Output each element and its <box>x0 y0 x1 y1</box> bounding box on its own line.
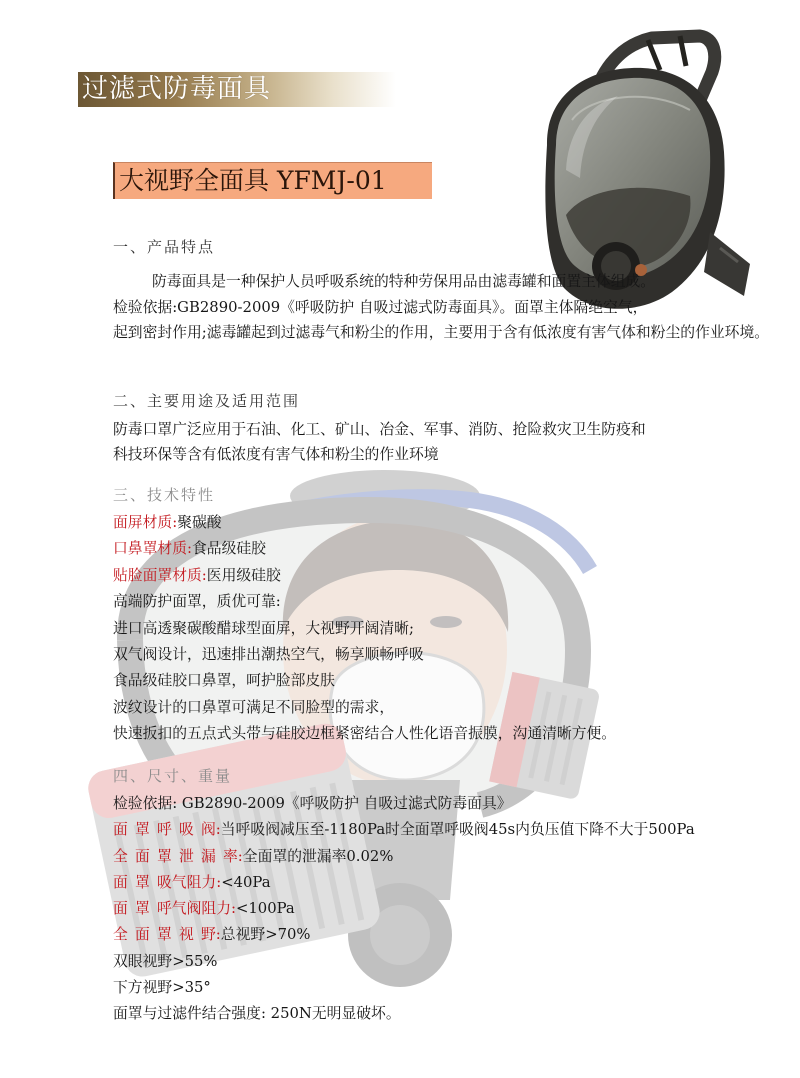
feature-line: 波纹设计的口鼻罩可满足不同脸型的需求， <box>113 698 395 716</box>
spec-line: 面罩与过滤件结合强度: 250N无明显破坏。 <box>113 1005 401 1022</box>
feature-line: 进口高透聚碳酸醋球型面屏，大视野开阔清晰; <box>113 619 414 637</box>
spec-line <box>113 896 695 922</box>
feature-line: 高端防护面罩，质优可靠: <box>113 593 281 611</box>
feature-line: 快速扳扣的五点式头带与硅胶边框紧密结合人性化语音振膜，沟通清晰方便。 <box>113 725 617 743</box>
feature-line: 双气阀设计，迅速排出潮热空气，畅享顺畅呼吸 <box>113 646 424 664</box>
section-heading: 四、尺寸、重量 <box>113 767 233 785</box>
spec-line <box>113 922 695 948</box>
spec-line: 下方视野>35° <box>113 978 211 996</box>
spec-line <box>113 817 695 843</box>
gas-mask-photo <box>545 36 750 309</box>
category-banner <box>78 72 396 107</box>
spec-label: 全 面 罩 泄 漏 率: <box>113 847 243 865</box>
paragraph-line: 起到密封作用;滤毒罐起到过滤毒气和粉尘的作用，主要用于含有低浓度有害气体和粉尘的作业环境。 <box>113 324 770 341</box>
spec-line <box>113 510 616 536</box>
section-body <box>113 269 769 346</box>
spec-label: 贴脸面罩材质: <box>113 566 207 584</box>
spec-value: 食品级硅胶 <box>191 540 266 558</box>
spec-value: 全面罩的泄漏率0.02% <box>242 847 394 865</box>
product-title-box <box>113 162 432 199</box>
product-title: 大视野全面具 YFMJ-01 <box>119 166 387 195</box>
standard-line: 检验依据: GB2890-2009《呼吸防护 自吸过滤式防毒面具》 <box>113 795 512 812</box>
spec-value: 医用级硅胶 <box>206 566 281 584</box>
paragraph-line: 科技环保等含有低浓度有害气体和粉尘的作业环境 <box>113 446 439 463</box>
spec-value: 总视野>70% <box>220 926 311 944</box>
paragraph-line: 防毒口罩广泛应用于石油、化工、矿山、冶金、军事、消防、抢险救灾卫生防疫和 <box>113 421 646 438</box>
spec-line <box>113 536 616 562</box>
spec-value: <100Pa <box>235 900 295 917</box>
spec-line: 双眼视野>55% <box>113 952 218 970</box>
section-body <box>113 417 646 467</box>
paragraph-line: 防毒面具是一种保护人员呼吸系统的特种劳保用品由滤毒罐和面置主体组成。 <box>152 273 656 290</box>
spec-value: 聚碳酸 <box>177 514 222 531</box>
paragraph-line: 检验依据:GB2890-2009《呼吸防护 自吸过滤式防毒面具》。面罩主体隔绝空气， <box>113 298 648 316</box>
section-heading: 二、主要用途及适用范围 <box>113 392 301 410</box>
spec-label: 面 罩 呼 吸 阀: <box>113 821 221 839</box>
category-title: 过滤式防毒面具 <box>82 74 272 104</box>
spec-label: 面屏材质: <box>113 514 178 531</box>
spec-line <box>113 563 616 589</box>
feature-line: 食品级硅胶口鼻罩，呵护脸部皮肤 <box>113 672 335 690</box>
spec-label: 全 面 罩 视 野: <box>113 926 221 944</box>
spec-label: 口鼻罩材质: <box>113 540 192 558</box>
spec-line <box>113 844 695 870</box>
section-heading: 三、技术特性 <box>113 486 216 504</box>
spec-value: 当呼吸阀减压至-1180Pa时全面罩呼吸阀45s内负压值下降不大于500Pa <box>220 821 695 839</box>
section-heading: 一、产品特点 <box>113 238 216 256</box>
section-body <box>113 791 695 1027</box>
section-body <box>113 510 616 748</box>
spec-label: 面 罩 呼气阀阻力: <box>113 900 236 917</box>
spec-value: <40Pa <box>221 873 271 891</box>
spec-line <box>113 870 695 896</box>
spec-label: 面 罩 吸气阻力: <box>113 873 222 891</box>
